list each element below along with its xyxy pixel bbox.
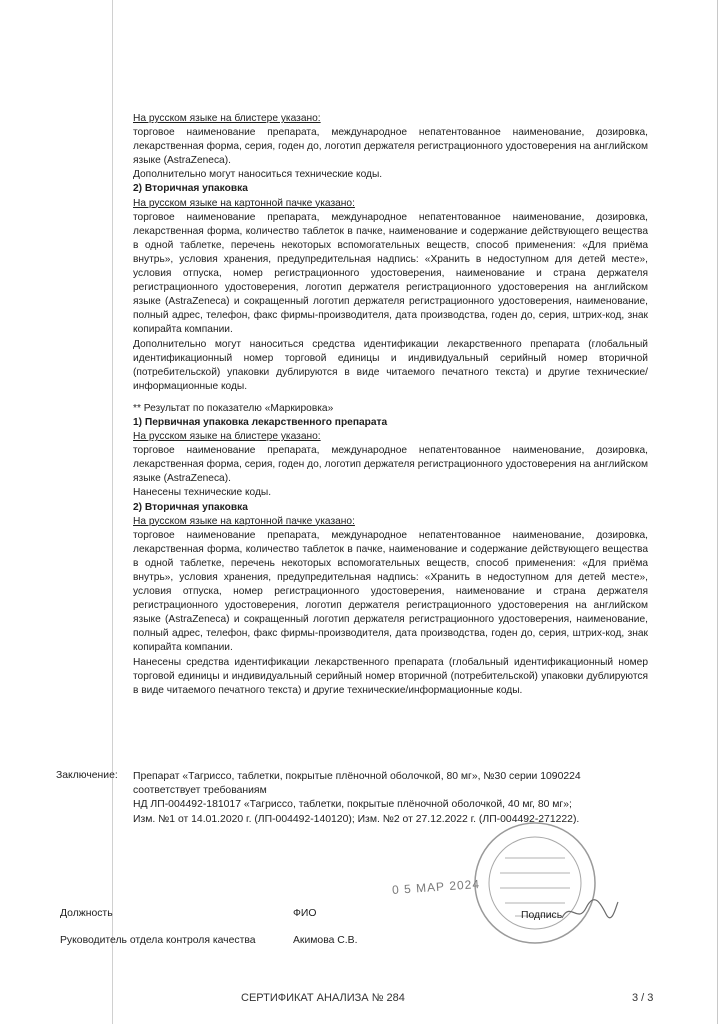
stamp-date: 0 5 МАР 2024	[391, 876, 481, 898]
secondary-pack-heading: 2) Вторичная упаковка	[133, 183, 248, 195]
conclusion-line: Изм. №1 от 14.01.2020 г. (ЛП-004492-140120); Изм. №2 от 27.12.2022 г. (ЛП-004492-271222).	[133, 813, 580, 825]
result-carton-note: Нанесены средства идентификации лекарственного препарата (глобальный идентификационный номер торговой единицы и индивидуальный серийный номер вторичной (потребительской) упаковки дублируются в виде читаемого печатного текста) и другие технические/информационные коды.	[133, 656, 648, 696]
left-margin-line	[112, 0, 113, 1024]
right-margin-line	[717, 0, 718, 1024]
carton-text: торговое наименование препарата, международное непатентованное наименование, дозировка, лекарственная форма, количество таблеток в пачке, наименование и содержание действующего вещества в одной таблетке, перечень некоторых вспомогательных веществ, способ применения: «Для приёма внутрь», условия хранения, предупредительная надпись: «Хранить в недоступном для детей месте», условия отпуска, номер регистрационного удостоверения, наименование и страна держателя регистрационного удостоверения, логотип держателя регистрационного удостоверения на английском языке (AstraZeneca) и сокращенный логотип держателя регистрационного удостоверения, наименование, полный адрес, телефон, факс фирмы-производителя, дата производства, годен до, серия, штрих-код, знак копирайта компании.	[133, 211, 648, 336]
result-carton-heading: На русском языке на картонной пачке указано:	[133, 515, 355, 527]
carton-note: Дополнительно могут наноситься средства идентификации лекарственного препарата (глобальный идентификационный номер торговой единицы и индивидуальный серийный номер вторичной (потребительской) упаковки дублируются в виде читаемого печатного текста) и другие технические/информационные коды.	[133, 338, 648, 392]
position-value: Руководитель отдела контроля качества	[60, 935, 256, 946]
primary-pack-heading: 1) Первичная упаковка лекарственного препарата	[133, 416, 388, 428]
blister-heading: На русском языке на блистере указано:	[133, 113, 321, 124]
result-heading: ** Результат по показателю «Маркировка»	[133, 402, 334, 414]
certificate-title: СЕРТИФИКАТ АНАЛИЗА № 284	[241, 992, 405, 1004]
conclusion-line: соответствует требованиям	[133, 785, 267, 797]
result-secondary-heading: 2) Вторичная упаковка	[133, 501, 248, 513]
signature-header: Подпись	[521, 910, 563, 921]
blister-note: Дополнительно могут наноситься технические коды.	[133, 169, 383, 181]
conclusion-line: НД ЛП-004492-181017 «Тагриссо, таблетки, покрытые плёночной оболочкой, 40 мг, 80 мг»;	[133, 799, 572, 811]
document-body	[133, 112, 648, 698]
round-stamp-icon	[470, 818, 600, 948]
result-blister-text: торговое наименование препарата, международное непатентованное наименование, дозировка, лекарственная форма, серия, годен до, логотип держателя регистрационного удостоверения на английском языке (AstraZeneca).	[133, 445, 648, 485]
position-header: Должность	[60, 908, 113, 919]
page-number: 3 / 3	[632, 992, 654, 1004]
result-blister-note: Нанесены технические коды.	[133, 487, 272, 499]
conclusion-line: Препарат «Тагриссо, таблетки, покрытые плёночной оболочкой, 80 мг», №30 серии 1090224	[133, 771, 581, 782]
result-carton-text: торговое наименование препарата, международное непатентованное наименование, дозировка, лекарственная форма, количество таблеток в пачке, наименование и содержание действующего вещества в одной таблетке, перечень некоторых вспомогательных веществ, способ применения: «Для приёма внутрь», условия хранения, предупредительная надпись: «Хранить в недоступном для детей месте», условия отпуска, номер регистрационного удостоверения, наименование и страна держателя регистрационного удостоверения, логотип держателя регистрационного удостоверения на английском языке (AstraZeneca) и сокращенный логотип держателя регистрационного удостоверения, наименование, полный адрес, телефон, факс фирмы-производителя, дата производства, годен до, серия, штрих-код, знак копирайта компании.	[133, 529, 648, 654]
carton-heading: На русском языке на картонной пачке указано:	[133, 197, 355, 209]
signature-scribble-icon	[560, 896, 620, 926]
blister-text: торговое наименование препарата, международное непатентованное наименование, дозировка, лекарственная форма, серия, годен до, логотип держателя регистрационного удостоверения на английском языке (AstraZeneca).	[133, 127, 648, 167]
result-blister-heading: На русском языке на блистере указано:	[133, 431, 321, 443]
conclusion-label: Заключение:	[56, 770, 118, 781]
name-value: Акимова С.В.	[293, 935, 358, 946]
name-header: ФИО	[293, 908, 317, 919]
